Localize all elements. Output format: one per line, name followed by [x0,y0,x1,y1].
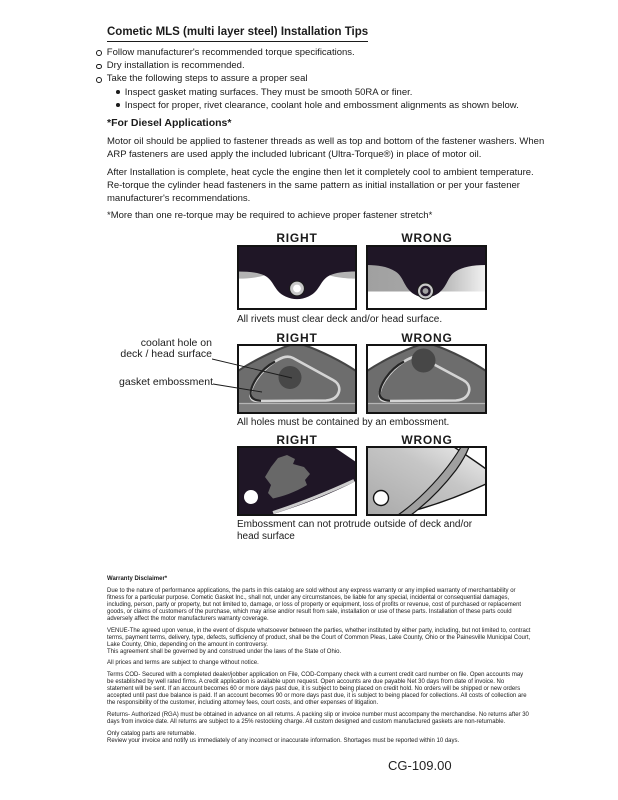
rivet-right-diagram [237,245,357,310]
installation-tips-list [96,46,566,112]
paragraph: Due to the nature of performance applications, the parts in this catalog are sold without any express warranty or any implied warranty of merchantability or fitness for a particular purpose. Cometic Gasket Inc., shall not, under any circumstances, be liable for any special, incidental or consequential damages, including, person, party or property, but not limited to, damage, or loss of property or equipment, loss of profits or revenue, cost of purchased or replacement goods, or claims of customers of the purchase, which may arise and/or result from sale, installation or use of these parts. Installation of these parts could adversely affect the motor manufacturers warranty coverage. [107,587,522,622]
note-text: *More than one re-torque may be required to achieve proper fastener stretch* [107,210,433,222]
right-header-row3: RIGHT [276,433,318,447]
list-item [96,59,566,72]
wrong-header-row3: WRONG [401,433,453,447]
list-item [96,72,566,85]
bolt-hole-icon [374,491,389,506]
paragraph: Returns- Authorized (RGA) must be obtained in advance on all returns. A packing slip or invoice number must accompany the merchandise. No returns after 30 days from invoice date. All returns are subject to a 25% restocking charge. All custom designed and custom manufactured gaskets are non-returnable. [107,712,529,726]
paragraph: This agreement shall be governed by and construed under the laws of the State of Ohio. [107,648,342,655]
right-header-row2: RIGHT [276,331,318,345]
wrong-header-row2: WRONG [401,331,453,345]
list-item-text: Dry installation is recommended. [106,60,245,72]
list-item-text: Take the following steps to assure a proper seal [106,73,308,85]
label-leader-lines [212,345,297,395]
paragraph: VENUE-The agreed upon venue, in the event of dispute whatsoever between the parties, whether instituted by either party, including, but not limited to, contract terms, payment terms, delivery, type, defects, sufficiency of product, shall be the Court of Common Pleas, Lake County, Ohio or the Painesville Municipal Court, Lake County, Ohio, depending on the amount in controversy. [107,627,531,648]
row1-caption: All rivets must clear deck and/or head surface. [237,314,443,325]
list-item-text: Follow manufacturer's recommended torque specifications. [106,47,355,58]
paragraph: Review your invoice and notify us immediately of any incorrect or inaccurate information. Shortages must be reported within 10 days. [107,737,460,744]
open-bullet-icon [96,50,102,56]
rivet-wrong-diagram [366,245,487,310]
section-heading: *For Diesel Applications* [107,117,232,129]
diesel-applications-section [107,117,549,226]
page-code: CG-109.00 [388,758,452,773]
paragraph: After Installation is complete, heat cycle the engine then let it completely cool to ambient temperature. Re-torque the cylinder head fasteners in the same pattern as initial installation or per your fastener manufacturer's recommendations. [107,166,534,205]
list-item-text: Inspect gasket mating surfaces. They must be smooth 50RA or finer. [124,86,413,98]
list-item [116,86,566,99]
right-header-row1: RIGHT [276,231,318,245]
bolt-hole-icon [244,490,258,504]
deck-edge-wrong-diagram [366,446,487,516]
warranty-disclaimer-section [107,576,531,749]
coolant-hole-icon [412,349,436,373]
page-title: Cometic MLS (multi layer steel) Installation Tips [107,26,368,42]
warranty-heading: Warranty Disclaimer* [107,576,168,582]
paragraph: All prices and terms are subject to change without notice. [107,660,259,667]
filled-bullet-icon [116,90,120,94]
paragraph: Motor oil should be applied to fastener threads as well as top and bottom of the fastener washers. When ARP fasteners are used apply the included lubricant (Ultra-Torque®) in place of motor oil. [107,136,545,161]
row3-caption: Embossment can not protrude outside of deck and/or head surface [237,519,473,542]
open-bullet-icon [96,77,102,83]
paragraph: Terms COD- Secured with a completed dealer/jobber application on File, COD-Company check with a current credit card number on file. Open accounts may be established by well rated firms. A credit application is available upon request. Open accounts are due payable Net 30 days from date of invoice. No statement will be sent. If an account becomes 60 or more days past due, it is subject to being placed on credit hold. No orders will be shipped or new orders accepted until past due balance is paid. If an account becomes 90 or more days past due, it is subject to being placed for collections. All costs of collection are the responsibility of the customer, including attorney fees, court costs, and other expenses of litigation. [107,672,527,707]
list-item [96,46,566,59]
paragraph: Only catalog parts are returnable. [107,730,197,737]
gasket-embossment-label: gasket embossment [119,376,213,388]
open-bullet-icon [96,64,102,70]
embossment-wrong-diagram [366,344,487,414]
filled-bullet-icon [116,103,120,107]
list-item [116,99,566,112]
deck-edge-right-diagram [237,446,357,516]
row2-caption: All holes must be contained by an embossment. [237,417,450,428]
wrong-header-row1: WRONG [401,231,453,245]
list-item-text: Inspect for proper, rivet clearance, coolant hole and embossment alignments as shown below. [124,99,519,111]
coolant-hole-label: coolant hole on deck / head surface [120,337,212,360]
